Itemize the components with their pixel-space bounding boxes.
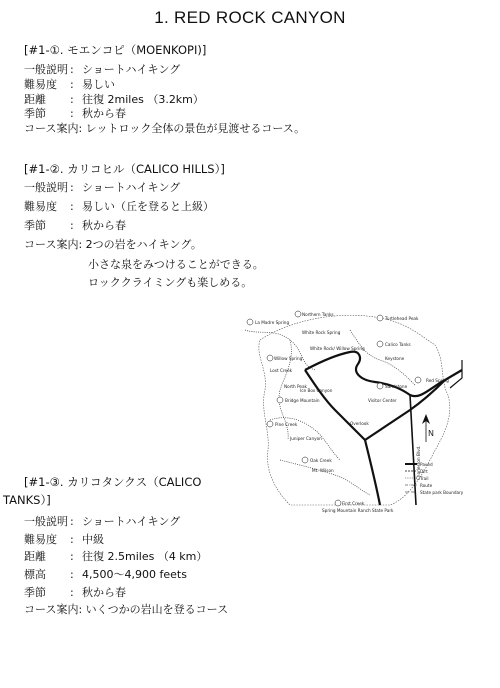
map-label: Charleston Blvd. <box>416 445 421 480</box>
section-1-row: コース案内: レットロック全体の景色が見渡せるコース。 <box>24 122 306 135</box>
map-label: Sandstone <box>385 384 408 389</box>
map-label: Bridge Mountain <box>285 398 320 403</box>
section-2-row: コース案内: 2つの岩をハイキング。 <box>24 238 202 251</box>
row-key: 一般説明 <box>24 181 68 194</box>
map-label: La Madre Spring <box>255 320 290 325</box>
map-label: Red Spring <box>426 378 449 383</box>
section-3-row: 一般説明 : ショートハイキング <box>24 515 181 528</box>
map-label: North Peak <box>284 384 307 389</box>
north-label: N <box>428 429 434 438</box>
section-1-row: 難易度 : 易しい <box>24 78 115 91</box>
trail-marker-icon <box>302 457 308 463</box>
row-value: 易しい <box>82 78 115 91</box>
trail-marker-icon <box>267 421 273 427</box>
section-2-row: 難易度 : 易しい（丘を登ると上級） <box>24 200 214 213</box>
section-3-heading-cont: TANKS）] <box>3 493 51 507</box>
row-value: いくつかの岩山を登るコース <box>85 603 229 616</box>
row-value: ショートハイキング <box>82 515 181 528</box>
map-label: Visitor Center <box>368 398 397 403</box>
trail-marker-icon <box>335 500 341 506</box>
section-3-row: 距離 : 往復 2.5miles （4 km） <box>24 550 208 563</box>
trail-marker-icon <box>415 377 421 383</box>
section-2-continuation: 小さな泉をみつけることができる。 <box>88 258 264 271</box>
row-value: 往復 2.5miles （4 km） <box>82 550 208 563</box>
map-label: Spring Mountain Ranch State Park <box>322 508 394 513</box>
map-label: White Rock Spring <box>302 330 341 335</box>
trail-marker-icon <box>277 397 283 403</box>
map-label: Mt. Wilson <box>312 468 334 473</box>
section-2-row: 一般説明 : ショートハイキング <box>24 181 181 194</box>
legend-entry: Paved <box>420 462 433 467</box>
map-label: Keystone <box>385 356 405 361</box>
section-3-row: 標高 : 4,500〜4,900 feets <box>24 568 187 581</box>
section-3-heading: [#1-③. カリコタンクス（CALICO <box>24 475 202 489</box>
row-key: コース案内 <box>24 603 79 616</box>
legend-entry: Trail <box>420 476 429 481</box>
paved-road <box>365 440 380 505</box>
row-value: 4,500〜4,900 feets <box>82 568 187 581</box>
row-value: 秋から春 <box>82 107 126 120</box>
trail-marker-icon <box>377 341 383 347</box>
legend-entry: Route <box>420 483 433 488</box>
map-label: Oak Creek <box>310 458 332 463</box>
row-value: ショートハイキング <box>82 63 181 76</box>
row-key: 季節 <box>24 586 46 599</box>
row-key: 難易度 <box>24 200 57 213</box>
row-key: 標高 <box>24 568 46 581</box>
section-1-row: 季節 : 秋から春 <box>24 107 126 120</box>
row-value: ショートハイキング <box>82 181 181 194</box>
section-3-row: 季節 : 秋から春 <box>24 586 126 599</box>
trail-marker-icon <box>377 383 383 389</box>
section-3-row: 難易度 : 中級 <box>24 533 104 546</box>
row-key: 難易度 <box>24 533 57 546</box>
trail-marker-icon <box>377 315 383 321</box>
row-key: 距離 <box>24 93 46 106</box>
map-label: Ice Box Canyon <box>300 388 333 393</box>
map-label: Calico Tanks <box>385 342 411 347</box>
map-label: White Rock/ Willow Spring <box>310 346 365 351</box>
page-title: 1. RED ROCK CANYON <box>154 8 346 27</box>
trail-map <box>230 300 478 513</box>
map-label: Turtlehead Peak <box>385 316 419 321</box>
row-key: 一般説明 <box>24 63 68 76</box>
map-label: First Creek <box>342 501 365 506</box>
row-key: 距離 <box>24 550 46 563</box>
row-value: 秋から春 <box>82 219 126 232</box>
row-value: 秋から春 <box>82 586 126 599</box>
row-key: コース案内 <box>24 238 79 251</box>
row-key: コース案内 <box>24 122 79 135</box>
row-value: レットロック全体の景色が見渡せるコース。 <box>85 122 306 135</box>
north-arrow-icon <box>422 414 434 442</box>
trail-line <box>280 460 370 495</box>
map-label: Juniper Canyon <box>290 436 322 441</box>
map-label: Pine Creek <box>275 422 298 427</box>
legend-entry: State park Boundary <box>420 490 464 495</box>
section-2-heading: [#1-②. カリコヒル（CALICO HILLS）] <box>24 162 225 176</box>
row-value: 中級 <box>82 533 104 546</box>
section-2-row: 季節 : 秋から春 <box>24 219 126 232</box>
row-key: 一般説明 <box>24 515 68 528</box>
row-key: 難易度 <box>24 78 57 91</box>
section-3-row: コース案内: いくつかの岩山を登るコース <box>24 603 229 616</box>
trail-marker-icon <box>295 311 301 317</box>
trail-line <box>245 330 315 370</box>
legend-entry: Dirt <box>420 469 428 474</box>
row-key: 季節 <box>24 107 46 120</box>
section-2-continuation: ロッククライミングも楽しめる。 <box>88 276 253 289</box>
section-1-row: 一般説明 : ショートハイキング <box>24 63 181 76</box>
row-value: 2つの岩をハイキング。 <box>85 238 202 251</box>
row-key: 季節 <box>24 219 46 232</box>
map-label: Northern Tanks <box>302 312 334 317</box>
map-label: Willow Spring <box>274 356 303 361</box>
map-label: Lost Creek <box>270 368 293 373</box>
trail-marker-icon <box>267 355 273 361</box>
map-label: Overlook <box>350 421 369 426</box>
section-1-heading: [#1-①. モエンコピ（MOENKOPI)] <box>24 43 207 57</box>
section-1-row: 距離 : 往復 2miles （3.2km） <box>24 93 204 106</box>
row-value: 往復 2miles （3.2km） <box>82 93 204 106</box>
trail-marker-icon <box>247 319 253 325</box>
row-value: 易しい（丘を登ると上級） <box>82 200 214 213</box>
